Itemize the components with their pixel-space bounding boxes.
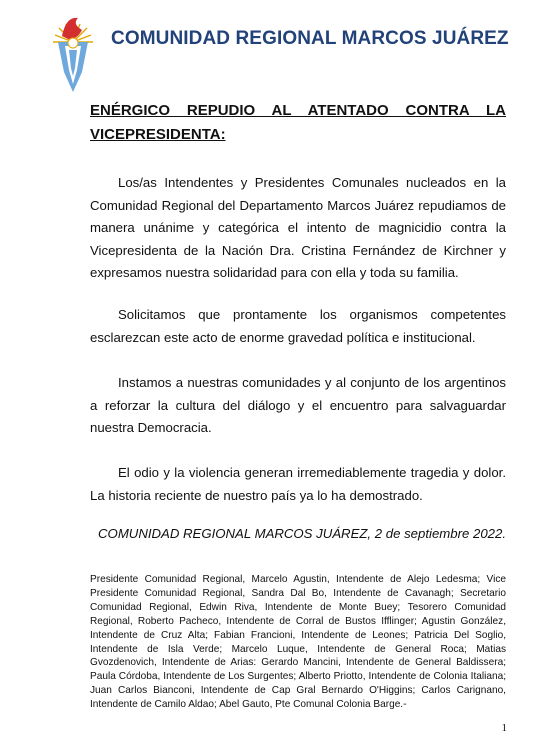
body-paragraph-2: Solicitamos que prontamente los organismos competentes esclarezcan este acto de enorme gravedad política e institucional. (90, 307, 506, 345)
dateline: COMUNIDAD REGIONAL MARCOS JUÁREZ, 2 de septiembre 2022. (98, 526, 506, 541)
signatories-list: Presidente Comunidad Regional, Marcelo Agustin, Intendente de Alejo Ledesma; Vice Presidente Comunidad Regional, Sandra Dal Bo, Intendente de Cavanagh; Secretario Comunidad Regional, Edwin Riva, Intendente de Monte Buey; Tesorero Comunidad Regional, Roberto Pacheco, Intendente de Corral de Bustos Ifflinger; Agustin González, Intendente de Cruz Alta; Fabian Francioni, Intendente de Leones; Patricia Del Soglio, Intendente de Isla Verde; Marcelo Luque, Intendente de General Roca; Matias Gvozdenovich, Intendente de Arias: Gerardo Mancini, Intendente de General Baldissera; Paula Córdoba, Intendente de Los Surgentes; Alberto Priotto, Intendente de Colonia Italiana; Juan Carlos Bianconi, Intendente de Cap Gral Bernardo O'Higgins; Carlos Carignano, Intendente de Camilo Aldao; Abel Gauto, Pte Comunal Colonia Barge.- (90, 574, 506, 711)
document-heading-line-2: VICEPRESIDENTA: (90, 126, 226, 143)
organization-title: COMUNIDAD REGIONAL MARCOS JUÁREZ (111, 28, 509, 49)
body-paragraph-1: Los/as Intendentes y Presidentes Comunales nucleados en la Comunidad Regional del Departamento Marcos Juárez repudiamos de manera unánime y categórica el intento de magnicidio contra la Vicepresidenta de la Nación Dra. Cristina Fernández de Kirchner y expresamos nuestra solidaridad para con ella y toda su familia. (90, 175, 506, 281)
document-heading-line-1: ENÉRGICO REPUDIO AL ATENTADO CONTRA LA (90, 102, 506, 119)
body-paragraph-3: Instamos a nuestras comunidades y al conjunto de los argentinos a reforzar la cultura del diálogo y el encuentro para salvaguardar nuestra Democracia. (90, 375, 506, 436)
body-paragraph-4: El odio y la violencia generan irremediablemente tragedia y dolor. La historia reciente de nuestro país ya lo ha demostrado. (90, 465, 506, 503)
page-number: 1 (501, 722, 507, 734)
regional-emblem-icon (48, 12, 98, 94)
